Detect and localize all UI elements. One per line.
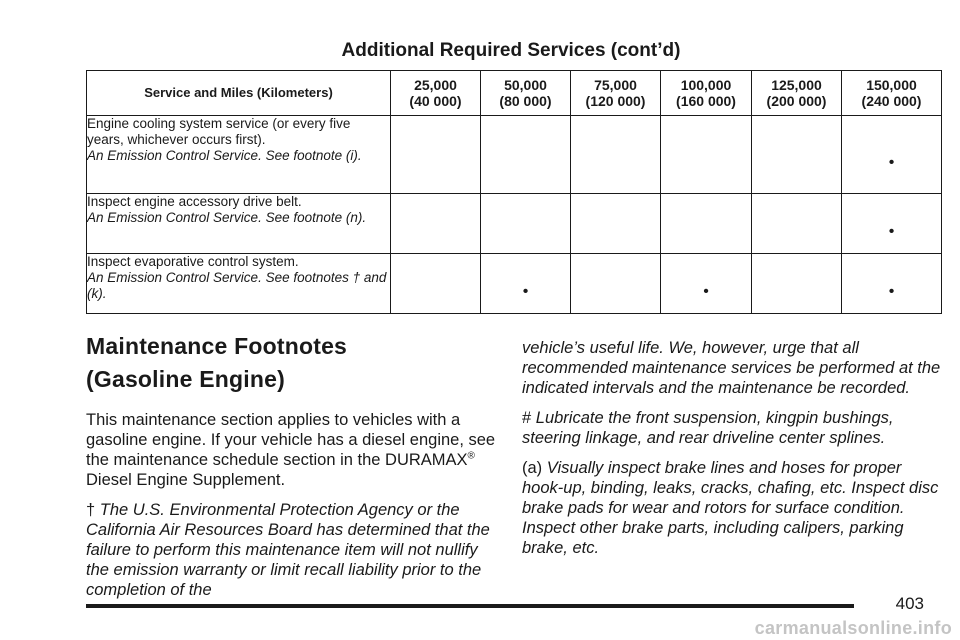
header-150000: 150,000 (240 000) [842, 71, 942, 116]
service-mark [752, 194, 842, 254]
service-description: Inspect evaporative control system. An Emission Control Service. See footnotes † and (k). [87, 254, 391, 314]
service-mark [391, 194, 481, 254]
footnote-marker: # [522, 409, 536, 427]
service-description: Inspect engine accessory drive belt. An Emission Control Service. See footnote (n). [87, 194, 391, 254]
service-mark [571, 194, 661, 254]
table-title: Additional Required Services (cont’d) [341, 40, 681, 61]
left-column [86, 330, 496, 600]
service-mark: • [842, 254, 942, 314]
service-mark: • [842, 116, 942, 194]
footnote-a: (a) Visually inspect brake lines and hoses for proper hook-up, binding, leaks, cracks, chafing, etc. Inspect disc brake pads for wear and rotors for surface condition. Inspect other brake parts, including calipers, parking brake, etc. [522, 459, 939, 557]
footnote-marker: (a) [522, 459, 547, 477]
table-row [87, 194, 942, 254]
service-mark [481, 194, 571, 254]
header-100000: 100,000 (160 000) [661, 71, 752, 116]
service-mark: • [661, 254, 752, 314]
right-column [522, 338, 942, 558]
service-mark [661, 116, 752, 194]
header-50000: 50,000 (80 000) [481, 71, 571, 116]
service-mark: • [481, 254, 571, 314]
service-mark [752, 254, 842, 314]
header-25000: 25,000 (40 000) [391, 71, 481, 116]
service-mark [481, 116, 571, 194]
service-mark [391, 254, 481, 314]
footnote-marker: † [86, 501, 100, 519]
intro-paragraph: This maintenance section applies to vehicles with a gasoline engine. If your vehicle has a diesel engine, see the maintenance schedule section in the DURAMAX® Diesel Engine Supplement. [86, 411, 496, 489]
service-mark [391, 116, 481, 194]
footer-rule [86, 604, 854, 608]
table-row [87, 116, 942, 194]
service-description: Engine cooling system service (or every five years, whichever occurs first). An Emission Control Service. See footnote (i). [87, 116, 391, 194]
service-mark [571, 254, 661, 314]
table-row [87, 254, 942, 314]
service-mark [661, 194, 752, 254]
header-75000: 75,000 (120 000) [571, 71, 661, 116]
services-table [86, 70, 942, 314]
section-heading: Maintenance Footnotes (Gasoline Engine) [86, 333, 348, 392]
table-header-row [87, 71, 942, 116]
page-number: 403 [895, 594, 924, 613]
header-service-miles: Service and Miles (Kilometers) [87, 71, 391, 116]
service-mark: • [842, 194, 942, 254]
service-mark [752, 116, 842, 194]
header-125000: 125,000 (200 000) [752, 71, 842, 116]
service-mark [571, 116, 661, 194]
registered-mark: ® [467, 450, 475, 462]
hash-footnote: # Lubricate the front suspension, kingpin bushings, steering linkage, and rear driveline center splines. [522, 409, 894, 447]
watermark: carmanualsonline.info [754, 618, 952, 638]
dagger-footnote-continued: vehicle’s useful life. We, however, urge that all recommended maintenance services be performed at the indicated intervals and the maintenance be recorded. [522, 339, 941, 397]
dagger-footnote: † The U.S. Environmental Protection Agency or the California Air Resources Board has determined that the failure to perform this maintenance item will not nullify the emission warranty or limit recall liability prior to the completion of the [86, 501, 490, 599]
